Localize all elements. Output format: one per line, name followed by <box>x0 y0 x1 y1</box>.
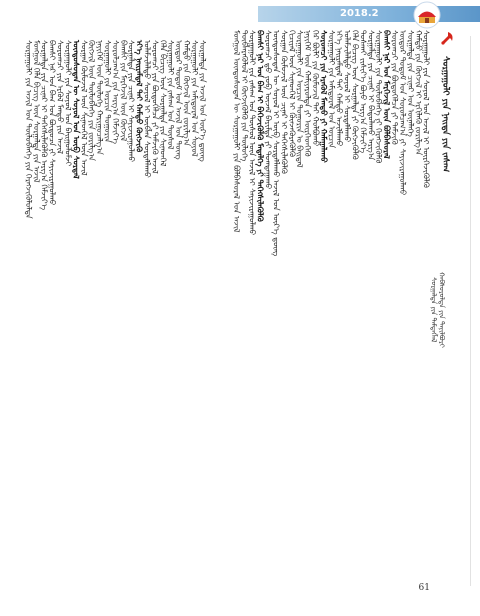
page-side-rule <box>470 36 471 586</box>
text-line: ᠡᠶ᠎ᠡ ᠨᠠᠢᠷᠠᠮᠳᠠᠯ ᠲᠠᠢ ᠬᠠᠮᠲᠤ ᠠᠵᠢᠯᠯᠠᠬᠤ <box>334 30 344 147</box>
text-line: ᠰᠤᠷᠭᠠᠭᠤᠯᠢ ᠶᠢᠨ ᠠᠮᠢᠳᠤᠷᠠᠯ ᠤᠨ ᠣᠷᠴᠢᠨ <box>326 30 336 149</box>
text-line: ᠨᠡᠶᠢᠭᠡᠮ ᠦᠨ ᠲᠥᠯᠦᠭᠡ ᠬᠠᠷᠢᠭᠤᠴᠠᠯᠭ᠎ᠠ <box>95 40 105 155</box>
text-line: ᠰᠤᠷᠭᠠᠯᠲᠠ ᠶᠢᠨ ᠴᠢᠨᠠᠷ ᠢ ᠪᠠᠲᠤᠯᠠᠬᠤ ᠠᠷᠭ᠎ᠠ <box>366 30 376 161</box>
text-line: ᠮᠣᠩᠭᠣᠯ ᠬᠡᠯᠡ ᠪᠢᠴᠢᠭ ᠦᠨ ᠰᠤᠷᠭᠠᠯᠲᠠ ᠶᠢᠨ ᠠᠵᠢᠯ <box>31 40 41 183</box>
text-line: ᠰᠤᠷᠤᠯᠴᠠᠭ᠎ᠠ ᠶᠢᠨ ᠠᠷᠭ᠎ᠠ ᠬᠡᠮᠵᠢᠶ᠎ᠡ <box>110 40 120 144</box>
text-line: ᠪᠠᠭᠰᠢ ᠶᠢᠨ ᠮᠡᠷᠭᠡᠵᠢᠯ ᠦᠨ ᠬᠥᠭᠵᠢᠯ <box>118 40 128 142</box>
text-line: ᠪᠠᠭᠰᠢ ᠨᠠᠷ ᠤᠨ ᠮᠡᠷᠭᠡᠵᠢᠯ ᠦᠨ ᠪᠣᠯᠪᠠᠰᠤᠷᠠᠯ <box>382 30 392 159</box>
text-line: ᠰᠤᠷᠤᠭᠴᠢ ᠶᠢᠨ ᠡᠷᠡᠭᠦᠯ ᠮᠡᠨᠳᠦ ᠶᠢ ᠬᠠᠮᠠᠭᠠᠯᠠᠬᠤ <box>318 30 328 163</box>
text-line: ᠬᠠᠮᠲᠤ ᠶᠢᠨ ᠬᠥᠭᠵᠢᠯ ᠦᠨ ᠵᠣᠷᠢᠯᠭ᠎ᠠ <box>182 40 192 147</box>
note-line: ᠬᠠᠪᠰᠤᠷᠤᠯᠲᠠ ᠶᠢᠨ ᠲᠠᠶᠢᠯᠪᠤᠷᠢ <box>437 272 447 348</box>
text-line: ᠬᠡᠯᠡ ᠪᠢᠴᠢᠭ ᠦᠨ ᠰᠤᠷᠭᠠᠯᠲᠠ ᠶᠢ ᠬᠥᠭᠵᠢᠭᠦᠯᠬᠦ <box>350 30 360 160</box>
text-line: ᠰᠤᠷᠭᠠᠭᠤᠯᠢ ᠶᠢᠨ ᠵᠠᠰᠠᠭ ᠤᠨ ᠲᠥᠰᠥᠯ ᠦᠨ ᠠᠵᠢᠯ ᠢ ᠰᠠᠶᠢᠵᠢᠷᠠᠭᠤᠯᠬᠤ <box>247 30 257 236</box>
text-line: ᠪᠠᠭᠰᠢ ᠨᠠᠷ ᠤᠨ ᠪᠠᠭ ᠢ ᠪᠡᠬᠡᠵᠢᠭᠦᠯᠬᠦ ᠮᠡᠳᠡᠯᠭᠡ ᠶᠢ ᠳᠡᠭᠡᠭᠰᠢᠯᠡᠭᠦᠯᠬᠦ <box>255 30 265 222</box>
text-line: ᠬᠠᠮᠲᠤ ᠶᠢᠨ ᠬᠥᠭᠵᠢᠯ ᠢ ᠡᠷᠬᠢᠯᠡᠬᠦ ᠵᠣᠷᠢᠯᠭ᠎ᠠ <box>413 30 423 156</box>
text-line: ᠰᠤᠷᠭᠠᠭᠤᠯᠢ ᠶᠢᠨ ᠠᠵᠢᠯ ᠤᠨ ᠲᠥᠯᠥᠪᠯᠡᠭᠡ ᠶᠢᠨ ᠬᠡᠷᠡᠭᠵᠢᠭᠦᠯᠦᠯᠲᠡ <box>23 40 33 219</box>
text-line: ᠰᠤᠷᠤᠭᠴᠢ ᠶᠢᠨ ᠪᠦᠲᠦᠭᠡᠯᠴᠡ ᠶᠢ ᠳᠡᠮᠵᠢᠬᠦ ᠠᠵᠢᠯ <box>150 40 160 174</box>
text-line: ᠰᠤᠷᠤᠭᠴᠢ ᠶᠢᠨ ᠪᠦᠲᠦᠭᠡᠯᠴᠡ ᠶᠢ ᠳᠡᠮᠵᠢᠬᠦ <box>390 30 400 145</box>
text-line: ᠲᠦᠪᠯᠡᠷᠡᠭᠦᠯᠦᠯ ᠢ ᠬᠥᠭᠵᠢᠭᠦᠯᠬᠦ ᠶᠢᠨ ᠲᠥᠯᠥᠭᠡ <box>239 30 249 162</box>
text-line: ᠬᠡᠯᠡ ᠪᠢᠴᠢᠭ ᠦᠨ ᠰᠤᠷᠭᠠᠯᠲᠠ ᠶᠢᠨ ᠰᠢᠨᠡᠳᠬᠡᠯ <box>158 40 168 167</box>
text-line: ᠪᠠᠭᠰᠢ ᠨᠠᠷ ᠤᠨ ᠪᠠᠭ ᠤᠨ ᠪᠦᠲᠦᠴᠡ ᠶᠢ ᠰᠠᠶᠢᠵᠢᠷᠠᠭᠤᠯᠬᠤ <box>47 40 57 206</box>
text-line: ᠰᠤᠷᠭᠠᠭᠤᠯᠢ ᠶᠢᠨ ᠵᠠᠰᠠᠭ ᠤᠨ ᠲᠥᠰᠥᠯ <box>166 40 176 150</box>
text-line: ᠥᠳᠥᠷ ᠲᠤᠲᠤᠮ ᠤᠨ ᠰᠤᠷᠤᠯᠴᠠᠭ᠎ᠠ ᠶᠢ ᠰᠠᠶᠢᠵᠢᠷᠠᠭᠤᠯᠬᠤ <box>397 30 407 196</box>
text-line: ᠰᠤᠷᠭᠠᠯᠲᠠ ᠶᠢᠨ ᠠᠵᠢᠯ ᠤᠨ ᠦᠷ᠎ᠡ ᠳ᠋ᠦᠩ <box>197 40 207 162</box>
text-line: ᠨᠡᠶᠢᠭᠡᠮ ᠦᠨ ᠬᠠᠮᠢᠶᠠᠷᠤᠯᠲᠠ ᠶᠢ ᠥᠷᠭᠡᠳᠬᠡᠬᠦ <box>303 30 313 157</box>
text-line: ᠬᠢᠴᠢᠶᠡᠯ ᠦᠨ ᠰᠢᠨᠡᠳᠬᠡᠯ ᠢ ᠭᠦᠨᠵᠡᠭᠦᠷᠡᠭᠦᠯᠬᠦ <box>287 30 297 158</box>
text-line: ᠰᠤᠷᠭᠠᠭᠤᠯᠢ ᠶᠢᠨ ᠰᠣᠶᠣᠯ ᠤᠨ ᠪᠠᠢᠭᠤᠯᠤᠮᠵᠢ <box>63 40 73 167</box>
article-column-left <box>24 40 214 580</box>
text-line: ᠰᠤᠷᠭᠠᠯᠲᠠ ᠶᠢᠨ ᠴᠢᠨᠠᠷ ᠤᠨ ᠦᠨᠡᠯᠡᠭᠡ <box>405 30 415 137</box>
text-line: ᠰᠤᠷᠭᠠᠨ ᠬᠦᠮᠦᠵᠢᠯ ᠦᠨ ᠴᠢᠨᠠᠷ ᠢ ᠳᠡᠭᠡᠭᠰᠢᠯᠡᠭᠦᠯᠬᠦ <box>279 30 289 174</box>
text-line: ᠤᠯᠠᠮᠵᠢᠯᠠᠯᠲᠤ ᠰᠤᠶᠤᠯ ᠢ ᠥᠪᠯᠡᠨ ᠰᠤᠷᠲᠠᠯᠯᠠᠬᠤ <box>142 40 152 178</box>
text-line: ᠰᠤᠷᠭᠠᠯᠲᠠ ᠶᠢᠨ ᠴᠢᠨᠠᠷ ᠢ ᠰᠠᠶᠢᠵᠢᠷᠠᠭᠤᠯᠬᠤ <box>126 40 136 162</box>
text-line: ᠰᠤᠷᠭᠠᠨ ᠬᠦᠮᠦᠵᠢᠯ ᠦᠨ ᠰᠢᠨᠡᠳᠬᠡᠯ ᠦᠨ ᠠᠵᠢᠯ <box>79 40 89 176</box>
text-line: ᠲᠤᠰᠬᠠᠢ ᠵᠢᠱᠢᠶ᠎ᠡ ᠪᠤᠶᠤ ᠠᠷᠭ᠎ᠠ ᠬᠡᠮᠵᠢᠶ᠎ᠡ <box>358 30 368 154</box>
text-line: ᠬᠥᠭᠵᠢᠯ ᠦᠨ ᠲᠥᠯᠥᠪᠯᠡᠭᠡ ᠶᠢᠨ ᠵᠣᠷᠢᠯᠭ᠎ᠠ <box>87 40 97 161</box>
text-line: ᠦᠨᠳᠦᠰᠦᠲᠡᠨ ᠦ ᠰᠣᠶᠣᠯ ᠢ ᠥᠪ ᠰᠤᠷᠲᠠᠯᠯᠠᠬᠤ ᠠᠵᠢᠯ ᠤᠨ ᠦᠷ᠎ᠡ ᠳ᠋ᠦᠩ <box>271 30 281 257</box>
text-line: ᠰᠤᠷᠭᠠᠭᠤᠯᠢ ᠶᠢᠨ ᠠᠮᠢᠳᠤᠷᠠᠯ ᠤᠨ ᠰᠣᠶᠣᠯ <box>189 40 199 157</box>
text-line: ᠰᠤᠷᠭᠠᠭᠤᠯᠢ ᠶᠢᠨ ᠰᠣᠶᠣᠯ ᠤᠨ ᠠᠵᠢᠯ ᠢ ᠥᠷᠭᠡᠵᠢᠭᠦᠯᠬᠦ <box>421 30 431 188</box>
text-line: ᠭᠡᠷ ᠪᠦᠯᠢ ᠶᠢᠨ ᠬᠦᠮᠦᠵᠢᠯ ᠲᠡᠢ ᠬᠣᠯᠪᠣᠬᠤ <box>310 30 320 147</box>
text-line: ᠰᠤᠷᠭᠠᠭᠤᠯᠢ ᠶᠢᠨ ᠣᠷᠴᠢᠨ ᠲᠣᠭᠣᠷᠢᠨ ᠤ ᠪᠠᠢᠳᠠᠯ <box>295 30 305 168</box>
text-line: ᠡᠶ᠎ᠡ ᠨᠠᠢᠷᠠᠮᠳᠠᠯ ᠲᠠᠢ ᠬᠠᠮᠲᠤ ᠬᠥᠭᠵᠢᠬᠦ <box>134 40 144 153</box>
text-line: ᠰᠤᠷᠭᠠᠭᠤᠯᠢ ᠶᠢᠨ ᠲᠥᠯᠥᠪᠯᠡᠭᠡ ᠶᠢ ᠬᠡᠷᠡᠭᠵᠢᠭᠦᠯᠬᠦ <box>374 30 384 164</box>
issue-year: 2018.2 <box>340 8 379 19</box>
note-line: ᠰᠤᠷᠭᠠᠯᠲᠠ ᠶᠢᠨ ᠲᠡᠮᠳᠡᠭᠯᠡᠯ <box>429 277 439 343</box>
text-line: ᠰᠤᠷᠭᠠᠭᠤᠯᠢ ᠶᠢᠨ ᠣᠷᠴᠢᠨ ᠲᠣᠭᠣᠷᠢᠨ <box>102 40 112 143</box>
yurt-logo-icon <box>412 0 442 30</box>
text-line: ᠥᠳᠥᠷ ᠲᠤᠲᠤᠮ ᠤᠨ ᠠᠵᠢᠯ ᠤᠨ ᠳᠦᠩ <box>174 40 184 160</box>
text-line: ᠰᠤᠷᠤᠭᠴᠢ ᠶᠢᠨ ᠡᠷᠭᠦᠯ ᠮᠡᠨᠳᠦ ᠶᠢᠨ ᠠᠵᠢᠯ <box>55 40 65 154</box>
text-line: ᠰᠤᠷᠤᠭᠴᠢ ᠳ᠋ᠤ ᠵᠣᠪ ᠦᠵᠡᠯ ᠪᠠᠷᠢᠮᠲᠠ ᠶᠢ ᠲᠣᠭᠲᠠᠭᠠᠬᠤ <box>263 30 273 190</box>
text-line: ᠤᠯᠠᠮᠵᠢᠯᠠᠯᠲᠤ ᠰᠤᠶᠤᠯ ᠢ ᠰᠤᠷᠲᠠᠯᠯᠠᠬᠤ <box>342 30 352 143</box>
text-line: ᠦᠨᠳᠦᠰᠦᠲᠡᠨ ᠦ ᠰᠣᠶᠣᠯ ᠤᠨ ᠥᠪ ᠰᠤᠷᠲᠠᠯ <box>71 40 81 179</box>
section-title: ᠰᠤᠷᠭᠠᠭᠤᠯᠢ ᠶᠢᠨ ᠨᠡᠢᠲᠡ ᠶᠢᠨ ᠵᠠᠰᠠᠭ <box>440 56 450 173</box>
text-line: ᠰᠤᠷᠭᠠᠯᠲᠠ ᠶᠢᠨ ᠴᠢᠨᠠᠷ ᠢ ᠳᠡᠭᠡᠭᠰᠢᠯᠡᠭᠦᠯᠬᠦ ᠠᠷᠭ᠎ᠠ ᠬᠡᠮᠵᠢᠶ᠎ᠡ <box>39 40 49 211</box>
page-number: 61 <box>418 583 430 593</box>
text-line: ᠮᠣᠩᠭᠣᠯ ᠦᠨᠳᠦᠰᠦᠲᠡᠨ ᠦ ᠰᠤᠷᠭᠠᠭᠤᠯᠢ ᠶᠢᠨ ᠪᠣᠯᠪᠠᠰᠤᠷᠠᠯ ᠤᠨ ᠠᠵᠢᠯ <box>231 30 241 233</box>
